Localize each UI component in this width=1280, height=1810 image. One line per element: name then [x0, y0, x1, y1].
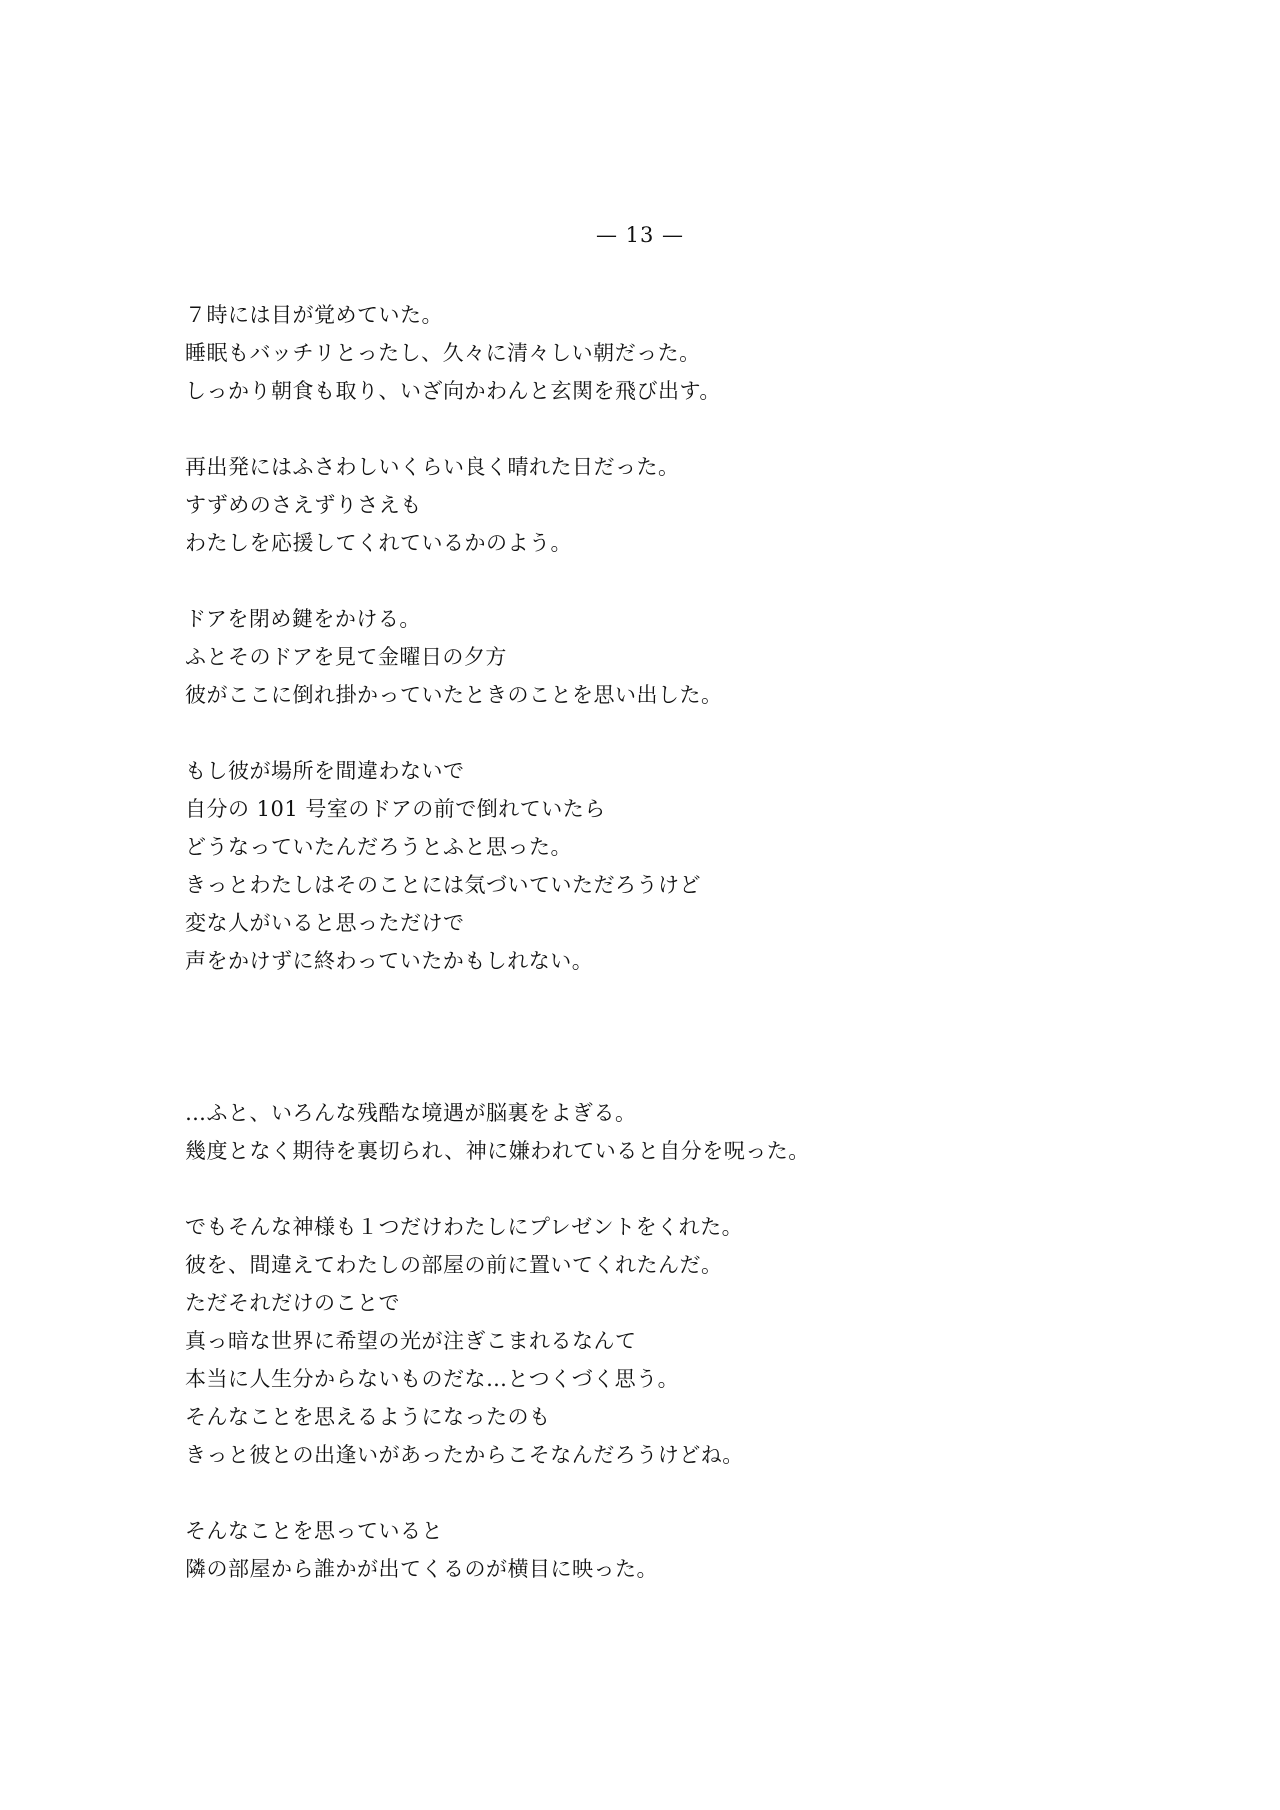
text-line: 彼がここに倒れ掛かっていたときのことを思い出した。	[185, 683, 723, 707]
text-line: 彼を、間違えてわたしの部屋の前に置いてくれたんだ。	[185, 1253, 723, 1277]
text-line: きっとわたしはそのことには気づいていただろうけど	[185, 873, 701, 897]
text-line: そんなことを思っていると	[185, 1519, 443, 1543]
text-line: ふとそのドアを見て金曜日の夕方	[185, 645, 507, 669]
blank-line	[185, 1474, 1165, 1512]
text-line: ７時には目が覚めていた。	[185, 303, 443, 327]
text-line: ただそれだけのことで	[185, 1291, 400, 1315]
blank-line	[185, 562, 1165, 600]
page-number: — 13 —	[595, 223, 685, 247]
text-line: 真っ暗な世界に希望の光が注ぎこまれるなんて	[185, 1329, 637, 1353]
text-line: 再出発にはふさわしいくらい良く晴れた日だった。	[185, 455, 680, 479]
text-line: 変な人がいると思っただけで	[185, 911, 465, 935]
text-line: でもそんな神様も１つだけわたしにプレゼントをくれた。	[185, 1215, 744, 1239]
text-line: …ふと、いろんな残酷な境遇が脳裏をよぎる。	[185, 1101, 637, 1125]
blank-line	[185, 1056, 1165, 1094]
text-line: ドアを閉め鍵をかける。	[185, 607, 421, 631]
blank-line	[185, 714, 1165, 752]
blank-line	[185, 1170, 1165, 1208]
text-line: そんなことを思えるようになったのも	[185, 1405, 551, 1429]
blank-line	[185, 980, 1165, 1018]
text-line: わたしを応援してくれているかのよう。	[185, 531, 572, 555]
text-line: もし彼が場所を間違わないで	[185, 759, 465, 783]
text-line: どうなっていたんだろうとふと思った。	[185, 835, 572, 859]
text-line: きっと彼との出逢いがあったからこそなんだろうけどね。	[185, 1443, 744, 1467]
text-line: 睡眠もバッチリとったし、久々に清々しい朝だった。	[185, 341, 701, 365]
text-line: すずめのさえずりさえも	[185, 493, 422, 517]
text-line: 幾度となく期待を裏切られ、神に嫌われていると自分を呪った。	[185, 1139, 810, 1163]
text-line: 本当に人生分からないものだな…とつくづく思う。	[185, 1367, 680, 1391]
body-text	[185, 296, 1165, 1588]
text-line: しっかり朝食も取り、いざ向かわんと玄関を飛び出す。	[185, 379, 721, 403]
blank-line	[185, 410, 1165, 448]
blank-line	[185, 1018, 1165, 1056]
text-line: 自分の 101 号室のドアの前で倒れていたら	[185, 797, 606, 821]
text-line: 隣の部屋から誰かが出てくるのが横目に映った。	[185, 1557, 658, 1581]
text-line: 声をかけずに終わっていたかもしれない。	[185, 949, 594, 973]
